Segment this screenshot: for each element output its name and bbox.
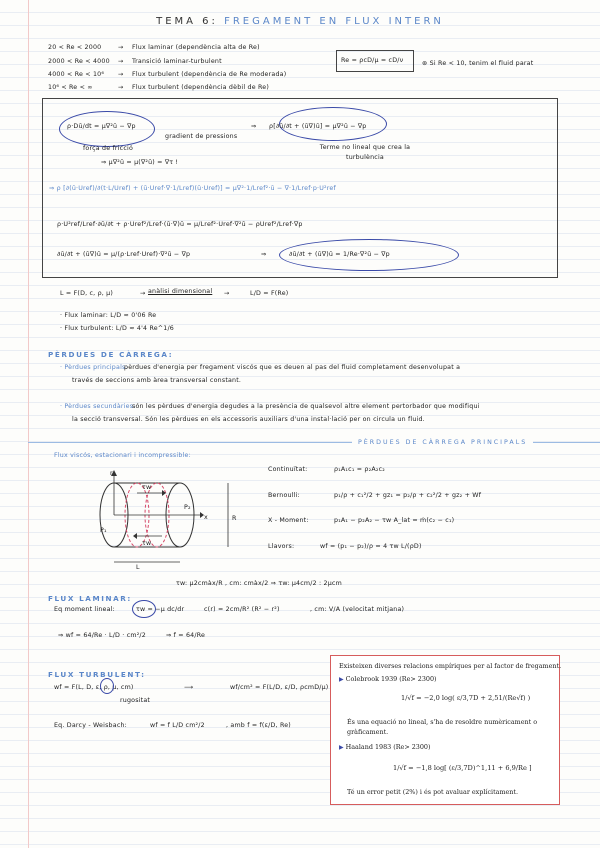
friction-factor-callout — [330, 655, 560, 805]
regime-arrow-3: → — [118, 71, 124, 78]
diagram-x-label: x — [204, 514, 208, 521]
regime-range-2: 2000 < Re < 4000 — [48, 58, 110, 65]
regime-desc-1: Flux laminar (dependència alta de Re) — [132, 44, 260, 51]
moment-label: X - Moment: — [268, 517, 309, 524]
turbulent-wf-adim: wf/cm² = F(L/D, ε/D, ρcmD/μ) — [230, 684, 329, 691]
regime-arrow-2: → — [118, 58, 124, 65]
losses-primary-text-2: través de seccions amb àrea transversal constant. — [72, 377, 242, 384]
reynolds-note: ⊛ Si Re < 10, tenim el fluid parat — [422, 60, 534, 67]
losses-secondary-label: · Pèrdues secundàries: — [60, 403, 136, 410]
page-title — [0, 16, 600, 27]
dimensional-arrow-2: → — [224, 290, 230, 297]
turbulent-heading: FLUX TURBULENT: — [48, 670, 146, 679]
moment-eq: p₁A₁ − p₂A₂ − τw A_lat = ṁ(c₂ − c₁) — [334, 517, 455, 524]
derivation-eq1-right: ρ[∂ū/∂t + (ū∇)ū] = μ∇²ū − ∇p — [269, 123, 367, 130]
label-friction: força de fricció — [83, 145, 133, 152]
colebrook-title: Colebrook 1939 (Re> 2300) — [345, 675, 437, 683]
llavors-label: Llavors: — [268, 543, 295, 550]
derivation-eq3: ⇒ ρ [∂(ū·Uref)/∂(t·L/Uref) + (ū·Uref·∇·1/Lref)(ū·Uref)] = μ∇²·1/Lref²·ū − ∇·1/Lref·p·U²ref — [49, 185, 336, 192]
diagram-tw-top: τw — [142, 484, 152, 491]
callout-intro: Existeixen diverses relacions empíriques per al factor de fregament. — [339, 662, 562, 670]
llavors-eq: wf = (p₁ − p₂)/ρ = 4 τw L/(ρD) — [320, 543, 422, 550]
diagram-p1-label: P₁ — [100, 527, 107, 534]
laminar-cm-eq: , cm: V/A (velocitat mitjana) — [310, 606, 405, 613]
regime-arrow-4: → — [118, 84, 124, 91]
label-gradient: gradient de pressions — [165, 133, 238, 140]
losses-secondary-text-2: la secció transversal. Són les pèrdues en els accessoris auxiliars d'una instal·lació per on circula un fluid. — [72, 416, 425, 423]
continuity-eq: ρ₁A₁c₁ = ρ₂A₂c₂ — [334, 466, 385, 473]
continuity-label: Continuïtat: — [268, 466, 308, 473]
triangle-bullet-icon: ▶ — [339, 676, 344, 683]
implies-arrow-2: ⇒ — [261, 251, 267, 258]
derivation-box — [42, 98, 558, 278]
reynolds-box — [336, 50, 414, 72]
dimensional-laminar: · Flux laminar: L/D ≈ 0'06 Re — [60, 312, 157, 319]
losses-primary-text-1: pèrdues d'energia per fregament viscós que es deuen al pas del fluid completament desenvolupat a — [124, 364, 461, 371]
regime-arrow-1: → — [118, 44, 124, 51]
darcy-eq: wf = f L/D cm²/2 — [150, 722, 205, 729]
colebrook-title-row — [339, 675, 437, 683]
title-main: FREGAMENT EN FLUX INTERN — [224, 16, 444, 27]
pipe-diagram — [92, 470, 252, 580]
derivation-eq4: ρ·U²ref/Lref·∂ū/∂t + ρ·Uref²/Lref·(ū·∇)ū = μ/Lref²·Uref·∇²ū − ρUref²/Lref·∇p — [57, 221, 303, 228]
dimensional-label: anàlisi dimensional — [148, 288, 213, 295]
haaland-note: Té un error petit (2%) i és pot avaluar explícitament. — [347, 788, 519, 796]
diagram-p2-label: P₂ — [184, 504, 191, 511]
laminar-tw-eq: τw: μ2cmàx/R , cm: cmàx/2 ⇒ τw: μ4cm/2 : 2μcm — [176, 580, 342, 587]
colebrook-eq: 1/√f = −2,0 log( ε/3,7D + 2,51/(Re√f) ) — [401, 694, 531, 702]
turbulent-arrow: ⟶ — [184, 684, 194, 691]
laminar-cr-eq: c(r) = 2cm/R² (R² − r²) — [204, 606, 280, 613]
darcy-label: Eq. Darcy - Weisbach: — [54, 722, 127, 729]
label-nonlinear: Terme no lineal que crea la turbulència — [319, 144, 411, 161]
regime-range-3: 4000 < Re < 10⁶ — [48, 71, 105, 78]
laminar-moment-label: Eq moment lineal: — [54, 606, 115, 613]
losses-heading: PÈRDUES DE CÀRREGA: — [48, 350, 174, 359]
triangle-bullet-icon: ▶ — [339, 744, 344, 751]
derivation-eq5-right: ∂ū/∂t + (ū∇)ū = 1/Re·∇²ū − ∇p — [289, 251, 390, 258]
derivation-eq2: ⇒ μ∇²ū = μ(∇²ū) = ∇τ ! — [101, 159, 179, 166]
diagram-tw-bottom: τw — [142, 540, 152, 547]
principal-heading: PÈRDUES DE CÀRREGA PRINCIPALS — [352, 439, 533, 446]
regime-range-1: 20 < Re < 2000 — [48, 44, 102, 51]
colebrook-note-2: gràficament. — [347, 728, 389, 736]
derivation-eq5: ∂ū/∂t + (ū∇)ū = μ/(ρ·Lref·Uref)·∇²ū − ∇p — [57, 251, 191, 258]
haaland-title: Haaland 1983 (Re> 2300) — [345, 743, 431, 751]
colebrook-note-1: És una equació no lineal, s'ha de resoldre numèricament o — [347, 718, 538, 726]
losses-secondary-text-1: són les pèrdues d'energia degudes a la presència de qualsevol altre element pertorbador que modifiqui — [132, 403, 480, 410]
dimensional-result: L/D = F(Re) — [250, 290, 289, 297]
laminar-heading: FLUX LAMINAR: — [48, 594, 132, 603]
darcy-amb: , amb f = f(ε/D, Re) — [226, 722, 291, 729]
haaland-eq: 1/√f = −1,8 log[ (ε/3,7D)^1,11 + 6,9/Re ] — [393, 764, 532, 772]
laminar-wf-eq: ⇒ wf = 64/Re · L/D · cm²/2 — [58, 632, 146, 639]
reynolds-formula: Re = ρcD/μ = cD/ν — [341, 57, 404, 64]
derivation-eq1: ρ·Dū/dt = μ∇²ū − ∇p — [67, 123, 136, 130]
bernoulli-label: Bernoulli: — [268, 492, 300, 499]
turbulent-wf-func: wf = F(L, D, ε, ρ, μ, cm) — [54, 684, 134, 691]
page-margin-line — [28, 0, 29, 848]
haaland-title-row — [339, 743, 430, 751]
diagram-L-label: L — [136, 564, 140, 571]
dimensional-func: L = F(D, c, ρ, μ) — [60, 290, 114, 297]
laminar-moment-eq: τw = −μ dc/dr — [136, 606, 185, 613]
regime-desc-3: Flux turbulent (dependència de Re moderada) — [132, 71, 287, 78]
bernoulli-eq: p₁/ρ + c₁²/2 + gz₁ = p₂/ρ + c₂²/2 + gz₂ + Wf — [334, 492, 482, 499]
implies-arrow: ⇒ — [251, 123, 257, 130]
oval-epsilon — [100, 678, 114, 694]
losses-primary-label: · Pèrdues principals: — [60, 364, 128, 371]
diagram-r-label: r — [110, 470, 113, 477]
turbulent-rugosity: rugositat — [120, 697, 151, 704]
regime-desc-4: Flux turbulent (dependència dèbil de Re) — [132, 84, 269, 91]
regime-desc-2: Transició laminar-turbulent — [132, 58, 222, 65]
title-number: TEMA 6: — [156, 16, 218, 27]
regime-range-4: 10⁶ < Re < ∞ — [48, 84, 93, 91]
laminar-f-eq: ⇒ f = 64/Re — [166, 632, 206, 639]
dimensional-turbulent: · Flux turbulent: L/D ≈ 4'4 Re^1/6 — [60, 325, 175, 332]
viscous-heading: Flux viscós, estacionari i incompressible: — [54, 452, 191, 459]
dimensional-arrow: → — [140, 290, 146, 297]
diagram-R-label: R — [232, 515, 237, 522]
